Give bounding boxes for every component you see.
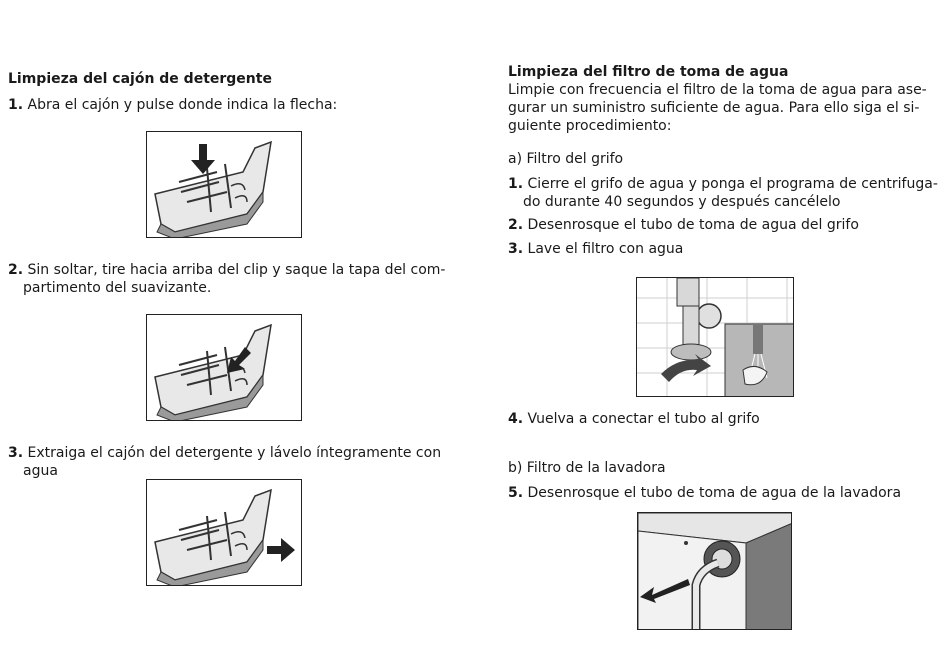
step-text: Desenrosque el tubo de toma de agua de la lavadora [527,485,902,501]
step-number: 4. [508,411,524,427]
step-text: Lave el filtro con agua [527,241,684,257]
drawer-figure-3 [146,479,302,586]
step-text: Vuelva a conectar el tubo al grifo [527,411,760,427]
step-text: Abra el cajón y pulse donde indica la flecha: [27,97,338,113]
step-1-continuation: do durante 40 segundos y después cancélelo [523,194,841,210]
subheading-washer-filter: b) Filtro de la lavadora [508,460,666,476]
step-3-continuation: agua [23,463,58,479]
intro-line-1: Limpie con frecuencia el filtro de la toma de agua para ase- [508,82,927,98]
step-3 [8,444,441,462]
step-number: 3. [508,241,524,257]
step-number: 5. [508,485,524,501]
drawer-cleaning-heading: Limpieza del cajón de detergente [8,71,272,87]
tap-filter-figure [636,277,794,397]
step-text: Desenrosque el tubo de toma de agua del grifo [527,217,859,233]
step-5 [508,484,901,502]
step-number: 1. [508,176,524,192]
step-text: Sin soltar, tire hacia arriba del clip y saque la tapa del com- [27,262,446,278]
step-2-continuation: partimento del suavizante. [23,280,212,296]
filter-cleaning-heading: Limpieza del filtro de toma de agua [508,64,789,80]
step-text: Cierre el grifo de agua y ponga el programa de centrifuga- [527,176,938,192]
intro-line-2: gurar un suministro suficiente de agua. Para ello siga el si- [508,100,920,116]
subheading-tap-filter: a) Filtro del grifo [508,151,624,167]
step-number: 1. [8,97,24,113]
step-3 [508,240,683,258]
step-number: 2. [8,262,24,278]
step-text: Extraiga el cajón del detergente y lávelo íntegramente con [27,445,442,461]
step-4 [508,410,760,428]
step-number: 3. [8,445,24,461]
step-1 [8,96,337,114]
drawer-figure-1 [146,131,302,238]
washer-filter-figure [637,512,792,630]
step-number: 2. [508,217,524,233]
step-1 [508,175,938,193]
step-2 [508,216,859,234]
intro-line-3: guiente procedimiento: [508,118,672,134]
step-2 [8,261,445,279]
drawer-figure-2 [146,314,302,421]
